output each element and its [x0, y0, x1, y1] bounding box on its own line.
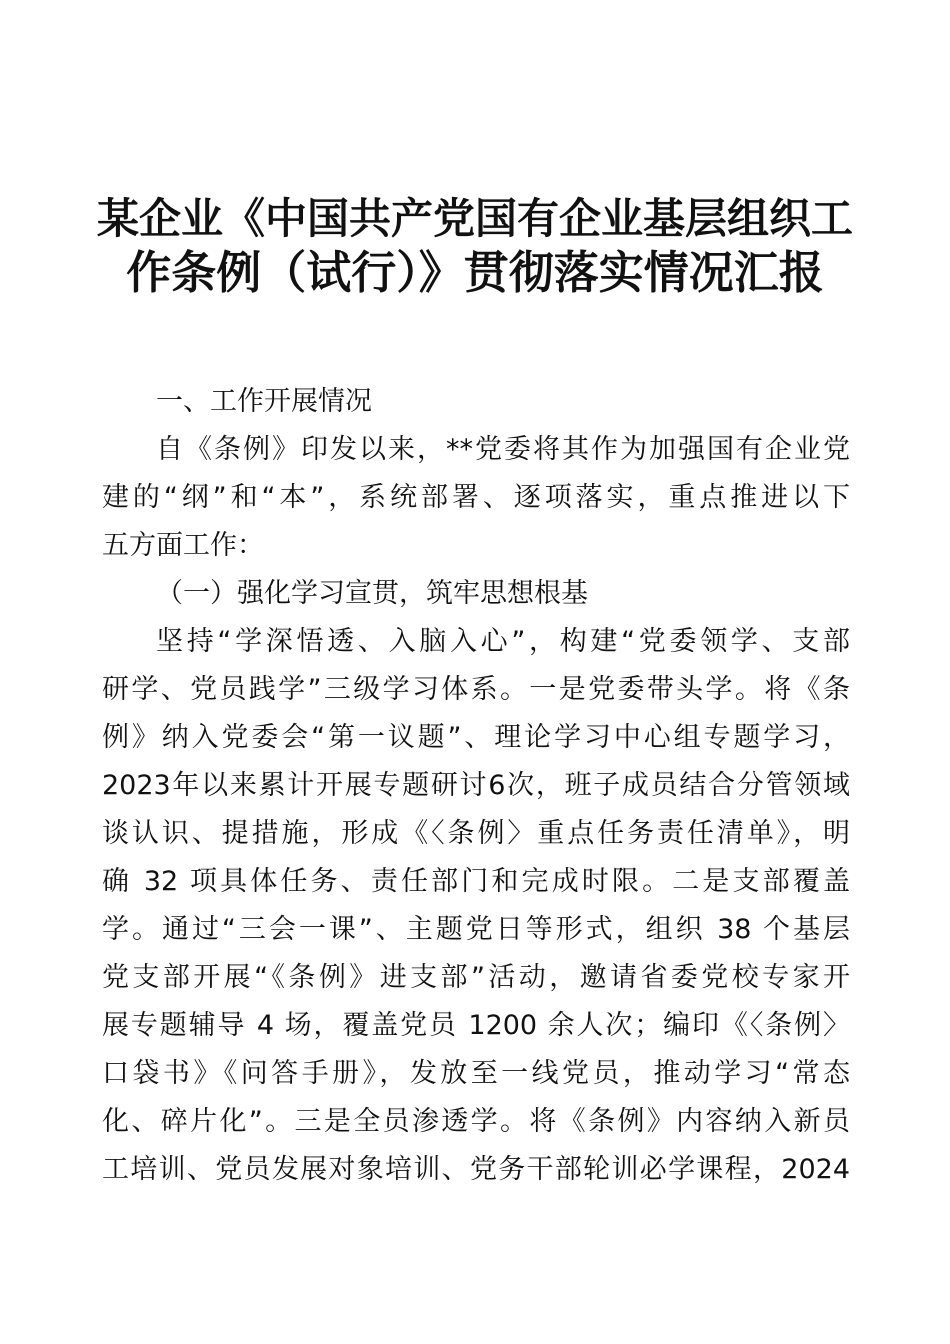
section-heading: 一、工作开展情况 — [156, 386, 372, 417]
title-line-2: 作条例（试行）》贯彻落实情况汇报 — [126, 246, 824, 299]
paragraph-line-10: 口袋书》《问答手册》，发放至一线党员，推动学习“常态 — [102, 1058, 850, 1089]
paragraph-line-8: 党支部开展“《条例》进支部”活动，邀请省委党校专家开 — [102, 962, 850, 993]
intro-line-3: 五方面工作： — [102, 530, 264, 561]
paragraph-line-9: 展专题辅导 4 场，覆盖党员 1200 余人次；编印《〈条例〉 — [102, 1010, 850, 1041]
paragraph-line-12: 工培训、党员发展对象培训、党务干部轮训必学课程，2024 — [102, 1154, 850, 1185]
paragraph-line-7: 学。通过“三会一课”、主题党日等形式，组织 38 个基层 — [102, 914, 850, 945]
paragraph-line-11: 化、碎片化”。三是全员渗透学。将《条例》内容纳入新员 — [102, 1106, 850, 1137]
paragraph-line-1: 坚持“学深悟透、入脑入心”，构建“党委领学、支部 — [156, 626, 850, 657]
paragraph-line-6: 确 32 项具体任务、责任部门和完成时限。二是支部覆盖 — [102, 866, 850, 897]
document-title — [95, 192, 855, 300]
paragraph-line-5: 谈认识、提措施，形成《〈条例〉重点任务责任清单》，明 — [102, 818, 850, 849]
subsection-heading: （一）强化学习宣贯，筑牢思想根基 — [156, 578, 588, 609]
intro-line-1: 自《条例》印发以来，**党委将其作为加强国有企业党 — [156, 434, 850, 465]
paragraph-line-3: 例》纳入党委会“第一议题”、理论学习中心组专题学习， — [102, 722, 850, 753]
document-body — [102, 378, 850, 1194]
title-line-1: 某企业《中国共产党国有企业基层组织工 — [96, 194, 853, 243]
paragraph-line-4: 2023年以来累计开展专题研讨6次，班子成员结合分管领域 — [102, 770, 850, 801]
paragraph-line-2: 研学、党员践学”三级学习体系。一是党委带头学。将《条 — [102, 674, 850, 705]
intro-line-2: 建的“纲”和“本”，系统部署、逐项落实，重点推进以下 — [102, 482, 850, 513]
